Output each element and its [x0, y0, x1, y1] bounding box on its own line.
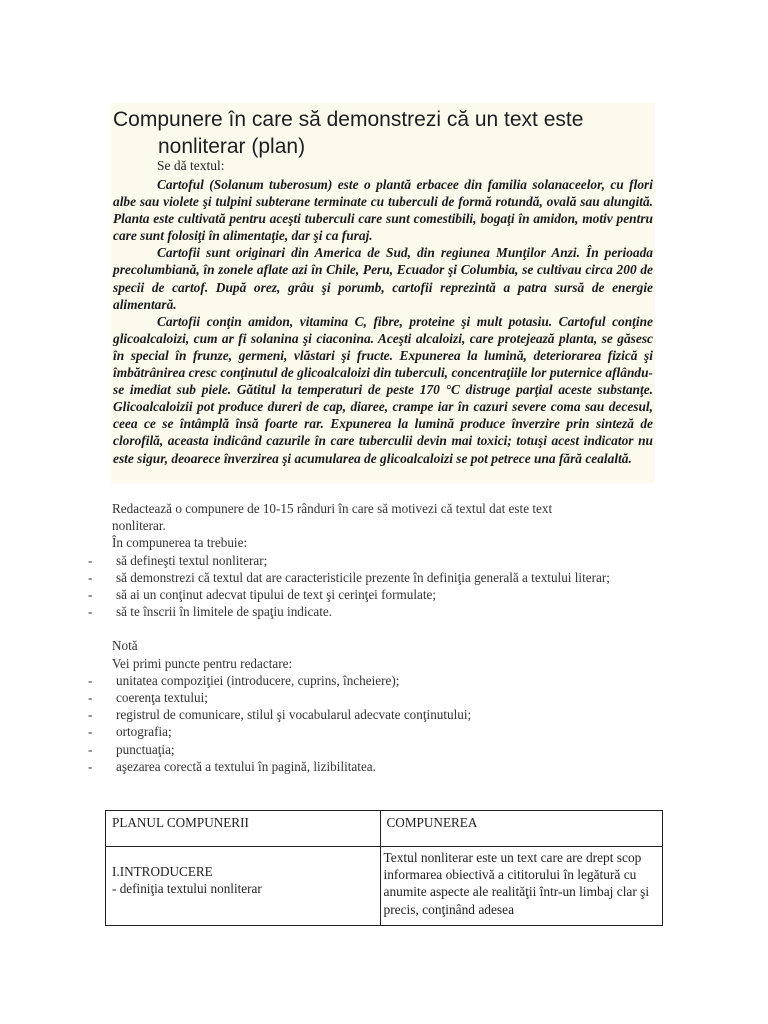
- list-item: - să demonstrezi că textul dat are caracteristicile prezente în definiţia generală a textului literar;: [88, 569, 610, 585]
- list-item: - registrul de comunicare, stilul şi vocabularul adecvate conţinutului;: [88, 707, 472, 723]
- list-item: - să defineşti textul nonliterar;: [88, 552, 268, 568]
- note-label: Notă: [112, 638, 138, 654]
- source-paragraph-3: Cartofii conţin amidon, vitamina C, fibre, proteine şi mult potasiu. Cartoful conţine glicoalcaloizi, cum ar fi solanina şi ciaconina. Aceşti alcaloizi, care protejează planta, se găsesc în special în frunze, germeni, vlăstari şi fructe. Expunerea la lumină, deteriorarea fizică şi îmbătrânirea cresc conţinutul de glicoalcaloizi din tuberculi, concentraţiile lor puternice aflându-se imediat sub piele. Gătitul la temperaturi de peste 170 °C distruge parţial aceste substanţe. Glicoalcaloizii pot produce dureri de cap, diaree, crampe iar în cazuri severe coma sau decesul, ceea ce se întâmplă însă foarte rar. Expunerea la lumină produce înverzire prin sinteză de clorofilă, aceasta indicând cazurile în care tuberculii devin mai toxici; totuşi acest indicator nu este sigur, deoarece înverzirea şi acumularea de glicoalcaloizi se pot petrece una fără cealaltă.: [113, 313, 653, 466]
- list-item: - unitatea compoziţiei (introducere, cuprins, încheiere);: [88, 672, 400, 688]
- note-intro: Vei primi puncte pentru redactare:: [112, 655, 293, 671]
- source-paragraph-2: Cartofii sunt originari din America de Sud, din regiunea Munţilor Anzi. În perioada precolumbiană, în zonele aflate azi în Chile, Peru, Ecuador şi Columbia, se cultivau circa 200 de specii de cartof. După orez, grâu şi porumb, cartofii reprezintă a patra sursă de energie alimentară.: [113, 245, 653, 312]
- list-item: - să te înscrii în limitele de spaţiu indicate.: [88, 604, 333, 620]
- task-line-2: nonliterar.: [112, 518, 166, 534]
- list-item: - punctuaţia;: [88, 741, 175, 757]
- list-item: - să ai un conţinut adecvat tipului de text şi cerinţei formulate;: [88, 587, 437, 603]
- note-list: [88, 672, 632, 775]
- instructions-section: [88, 500, 632, 775]
- table-header-row: [106, 811, 663, 847]
- source-text: [113, 176, 653, 467]
- list-item: - ortografia;: [88, 724, 172, 740]
- title-line-1: Compunere în care să demonstrezi că un text este: [113, 108, 584, 131]
- composition-plan-table: [105, 810, 663, 926]
- requirements-list: [88, 552, 632, 621]
- plan-cell: [106, 847, 381, 926]
- composition-text: Textul nonliterar este un text care are drept scop informarea obiectivă a cititorului în legătură cu anumite aspecte ale realităţii într-un limbaj clar şi precis, conţinând adesea: [383, 850, 650, 917]
- composition-cell: [380, 847, 662, 926]
- requirements-intro: În compunerea ta trebuie:: [112, 535, 248, 551]
- task-line-1: Redactează o compunere de 10-15 rânduri în care să motivezi că textul dat este text: [112, 501, 553, 516]
- page-title: [113, 106, 653, 160]
- list-item: - aşezarea corectă a textului în pagină, lizibilitatea.: [88, 758, 376, 774]
- given-text-label: Se dă textul:: [157, 158, 225, 173]
- table-row: [106, 847, 663, 926]
- header-plan: PLANUL COMPUNERII: [106, 811, 381, 847]
- title-line-2: nonliterar (plan): [158, 135, 306, 158]
- source-paragraph-1: Cartoful (Solanum tuberosum) este o plantă erbacee din familia solanaceelor, cu flori albe sau violete şi tulpini subterane terminate cu tuberculi de formă rotundă, ovală sau alungită. Planta este cultivată pentru aceşti tuberculi care sunt comestibili, bogaţi în amidon, motiv pentru care sunt folosiţi în alimentaţie, dar şi ca furaj.: [113, 177, 653, 244]
- plan-section-title: I.INTRODUCERE: [112, 864, 213, 879]
- header-composition: COMPUNEREA: [380, 811, 662, 847]
- plan-section-detail: - definiţia textului nonliterar: [112, 881, 262, 896]
- list-item: - coerenţa textului;: [88, 690, 208, 706]
